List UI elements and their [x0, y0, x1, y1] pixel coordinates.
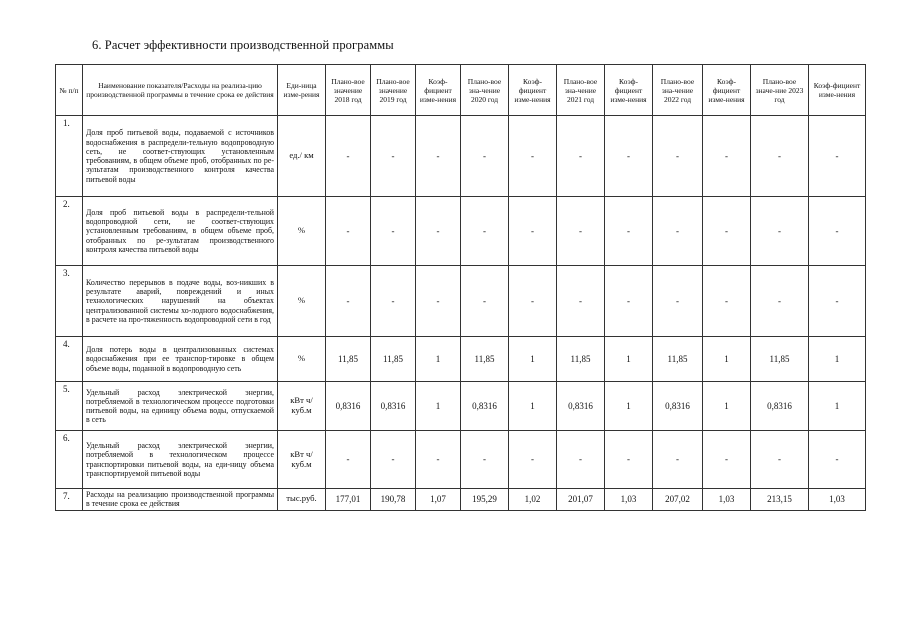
value-cell: -	[509, 266, 557, 337]
column-header: Коэф-фициент изме-нения	[809, 65, 866, 116]
indicator-name: Удельный расход электрической энергии, потребляемой в технологическом процессе транспортировки питьевой воды, на еди-ницу объема транспортируемой питьевой воды	[83, 431, 278, 489]
column-header: Плано-вое значение 2018 год	[326, 65, 371, 116]
column-header: Наименование показателя/Расходы на реализа-цию производственной программы в течение срока ее действия	[83, 65, 278, 116]
unit-of-measure: кВт ч/куб.м	[278, 382, 326, 431]
column-header: Плано-вое значение 2019 год	[371, 65, 416, 116]
value-cell: -	[703, 266, 751, 337]
unit-of-measure: ед./ км	[278, 116, 326, 197]
row-number: 4.	[56, 337, 83, 382]
table-row	[56, 116, 866, 197]
column-header: Еди-ница изме-рения	[278, 65, 326, 116]
table-row	[56, 337, 866, 382]
value-cell: -	[809, 431, 866, 489]
value-cell: -	[461, 266, 509, 337]
value-cell: -	[371, 266, 416, 337]
value-cell: -	[809, 197, 866, 266]
value-cell: -	[416, 431, 461, 489]
value-cell: -	[653, 431, 703, 489]
unit-of-measure: %	[278, 337, 326, 382]
column-header: Плано-вое зна-чение 2020 год	[461, 65, 509, 116]
value-cell: -	[557, 431, 605, 489]
value-cell: -	[371, 197, 416, 266]
value-cell: -	[326, 116, 371, 197]
value-cell: -	[653, 197, 703, 266]
value-cell: -	[509, 197, 557, 266]
value-cell: 1,02	[509, 489, 557, 511]
indicator-name: Доля проб питьевой воды в распредели-тельной водопроводной сети, не соответ-ствующих установленным требованиям, в общем объеме проб, отобранных по ре-зультатам производственного контроля качества питьевой воды	[83, 197, 278, 266]
value-cell: -	[703, 431, 751, 489]
column-header: № п/п	[56, 65, 83, 116]
table-row	[56, 197, 866, 266]
value-cell: 0,8316	[371, 382, 416, 431]
value-cell: -	[557, 197, 605, 266]
value-cell: 177,01	[326, 489, 371, 511]
column-header: Плано-вое зна-чение 2022 год	[653, 65, 703, 116]
value-cell: -	[326, 266, 371, 337]
value-cell: -	[751, 197, 809, 266]
value-cell: 11,85	[653, 337, 703, 382]
indicator-name: Доля потерь воды в централизованных системах водоснабжения при ее транспор-тировке в общем объеме воды, поданной в водопроводную сеть	[83, 337, 278, 382]
value-cell: 207,02	[653, 489, 703, 511]
table-row	[56, 431, 866, 489]
value-cell: -	[557, 116, 605, 197]
value-cell: -	[809, 116, 866, 197]
value-cell: -	[605, 266, 653, 337]
value-cell: 1	[416, 382, 461, 431]
indicator-name: Удельный расход электрической энергии, потребляемой в технологическом процессе подготовки питьевой воды, на единицу объема воды, отпускаемой в сеть	[83, 382, 278, 431]
unit-of-measure: кВт ч/куб.м	[278, 431, 326, 489]
value-cell: -	[557, 266, 605, 337]
value-cell: 0,8316	[461, 382, 509, 431]
value-cell: 1,03	[703, 489, 751, 511]
value-cell: -	[416, 266, 461, 337]
indicator-name: Количество перерывов в подаче воды, воз-никших в результате аварий, повреждений и иных технологических нарушений на объектах централизованной системы хо-лодного водоснабжения, в расчете на про-тяженность водопроводной сети в год	[83, 266, 278, 337]
value-cell: -	[809, 266, 866, 337]
value-cell: 11,85	[371, 337, 416, 382]
value-cell: -	[605, 197, 653, 266]
row-number: 7.	[56, 489, 83, 511]
table-row	[56, 266, 866, 337]
value-cell: -	[605, 431, 653, 489]
row-number: 5.	[56, 382, 83, 431]
row-number: 3.	[56, 266, 83, 337]
value-cell: 0,8316	[751, 382, 809, 431]
value-cell: 201,07	[557, 489, 605, 511]
value-cell: -	[751, 116, 809, 197]
table-header-row	[56, 65, 866, 116]
value-cell: 1	[809, 337, 866, 382]
value-cell: 1	[809, 382, 866, 431]
column-header: Коэф-фициент изме-нения	[509, 65, 557, 116]
column-header: Коэф-фициент изме-нения	[703, 65, 751, 116]
unit-of-measure: %	[278, 197, 326, 266]
table-row	[56, 382, 866, 431]
column-header: Плано-вое зна-чение 2021 год	[557, 65, 605, 116]
value-cell: -	[461, 431, 509, 489]
value-cell: 1,07	[416, 489, 461, 511]
value-cell: -	[653, 266, 703, 337]
unit-of-measure: тыс.руб.	[278, 489, 326, 511]
value-cell: 195,29	[461, 489, 509, 511]
value-cell: 11,85	[557, 337, 605, 382]
row-number: 2.	[56, 197, 83, 266]
page-title: 6. Расчет эффективности производственной программы	[92, 38, 394, 52]
value-cell: 11,85	[751, 337, 809, 382]
value-cell: 1	[509, 337, 557, 382]
value-cell: -	[509, 116, 557, 197]
value-cell: -	[751, 431, 809, 489]
column-header: Плано-вое значе-ние 2023 год	[751, 65, 809, 116]
efficiency-table	[55, 64, 866, 511]
value-cell: 11,85	[326, 337, 371, 382]
value-cell: 213,15	[751, 489, 809, 511]
value-cell: -	[371, 431, 416, 489]
table-body	[56, 116, 866, 511]
value-cell: -	[326, 197, 371, 266]
value-cell: -	[605, 116, 653, 197]
value-cell: -	[703, 197, 751, 266]
value-cell: 11,85	[461, 337, 509, 382]
indicator-name: Доля проб питьевой воды, подаваемой с источников водоснабжения в распредели-тельную водопроводную сеть, не соответ-ствующих установленным требованиям, в общем объеме проб, отобранных по ре-зультатам производственного контроля качества питьевой воды	[83, 116, 278, 197]
row-number: 1.	[56, 116, 83, 197]
column-header: Коэф-фициент изме-нения	[416, 65, 461, 116]
value-cell: 1,03	[809, 489, 866, 511]
value-cell: 1	[416, 337, 461, 382]
column-header: Коэф-фициент изме-нения	[605, 65, 653, 116]
value-cell: 0,8316	[557, 382, 605, 431]
unit-of-measure: %	[278, 266, 326, 337]
value-cell: 190,78	[371, 489, 416, 511]
indicator-name: Расходы на реализацию производственной программы в течение срока ее действия	[83, 489, 278, 511]
value-cell: -	[326, 431, 371, 489]
value-cell: 0,8316	[653, 382, 703, 431]
value-cell: -	[416, 116, 461, 197]
value-cell: -	[509, 431, 557, 489]
value-cell: -	[751, 266, 809, 337]
value-cell: -	[416, 197, 461, 266]
value-cell: 1	[605, 337, 653, 382]
value-cell: 1	[605, 382, 653, 431]
value-cell: 1	[703, 337, 751, 382]
value-cell: 1	[509, 382, 557, 431]
value-cell: -	[371, 116, 416, 197]
value-cell: -	[461, 116, 509, 197]
value-cell: -	[653, 116, 703, 197]
value-cell: 1,03	[605, 489, 653, 511]
row-number: 6.	[56, 431, 83, 489]
value-cell: 1	[703, 382, 751, 431]
value-cell: -	[461, 197, 509, 266]
table-row	[56, 489, 866, 511]
value-cell: -	[703, 116, 751, 197]
value-cell: 0,8316	[326, 382, 371, 431]
